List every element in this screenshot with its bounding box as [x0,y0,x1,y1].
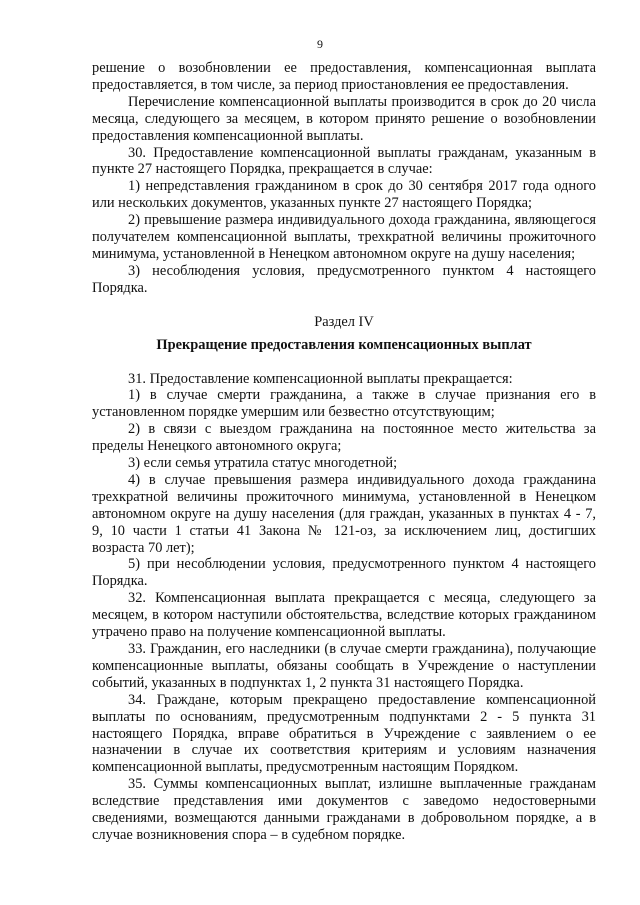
clause-33: 33. Гражданин, его наследники (в случае смерти гражданина), получающие компенсационные выплаты, обязаны сообщать в Учреждение о наступлении событий, указанных в подпунктах 1, 2 пункта 31 настоящего Порядка. [92,641,596,691]
subclause: 2) превышение размера индивидуального дохода гражданина, являющегося получателем компенсационной выплаты, трехкратной величины прожиточного минимума, установленной в Ненецком автономном округе на душу населения; [92,212,596,262]
subclause: 5) при несоблюдении условия, предусмотренного пунктом 4 настоящего Порядка. [92,556,596,590]
page-number: 9 [317,37,323,51]
subclause: 2) в связи с выездом гражданина на постоянное место жительства за пределы Ненецкого автономного округа; [92,421,596,455]
clause-34: 34. Граждане, которым прекращено предоставление компенсационной выплаты по основаниям, предусмотренным подпунктами 2 - 5 пункта 31 настоящего Порядка, вправе обратиться в Учреждение с заявлением о ее назначении в случае их соответствия критериям и условиям назначения компенсационной выплаты, предусмотренным настоящим Порядком. [92,691,596,776]
subclause: 3) если семья утратила статус многодетной; [128,455,398,472]
subclause: 1) в случае смерти гражданина, а также в случае признания его в установленном порядке умершим или безвестно отсутствующим; [92,387,596,421]
section-number: Раздел IV [314,313,374,330]
clause-31: 31. Предоставление компенсационной выплаты прекращается: [128,370,513,387]
clause-32: 32. Компенсационная выплата прекращается с месяца, следующего за месяцем, в котором наступили обстоятельства, вследствие которых гражданином утрачено право на получение компенсационной выплаты. [92,590,596,641]
paragraph: Перечисление компенсационной выплаты производится в срок до 20 числа месяца, следующего за месяцем, в котором принято решение о возобновлении предоставления компенсационной выплаты. [92,93,596,144]
subclause: 4) в случае превышения размера индивидуального дохода гражданина трехкратной величины прожиточного минимума, установленной в Ненецком автономном округе на душу населения (для граждан, указанных в пунктах 4 - 7, 9, 10 части 1 статьи 41 Закона № 121-оз, за исключением лиц, достигших возраста 70 лет); [92,471,596,556]
section-title: Прекращение предоставления компенсационных выплат [156,336,532,353]
paragraph: решение о возобновлении ее предоставления, компенсационная выплата предоставляется, в том числе, за период приостановления ее предоставления. [92,60,596,93]
subclause: 1) непредставления гражданином в срок до 30 сентября 2017 года одного или нескольких документов, указанных пункте 27 настоящего Порядка; [92,178,596,212]
document-body [92,60,596,844]
subclause: 3) несоблюдения условия, предусмотренного пунктом 4 настоящего Порядка. [92,262,596,296]
clause-30: 30. Предоставление компенсационной выплаты гражданам, указанным в пункте 27 настоящего Порядка, прекращается в случае: [92,144,596,178]
clause-35: 35. Суммы компенсационных выплат, излишне выплаченные гражданам вследствие представления ими документов с заведомо недостоверными сведениями, возмещаются данными гражданами в добровольном порядке, а в случае возникновения спора – в судебном порядке. [92,776,596,843]
